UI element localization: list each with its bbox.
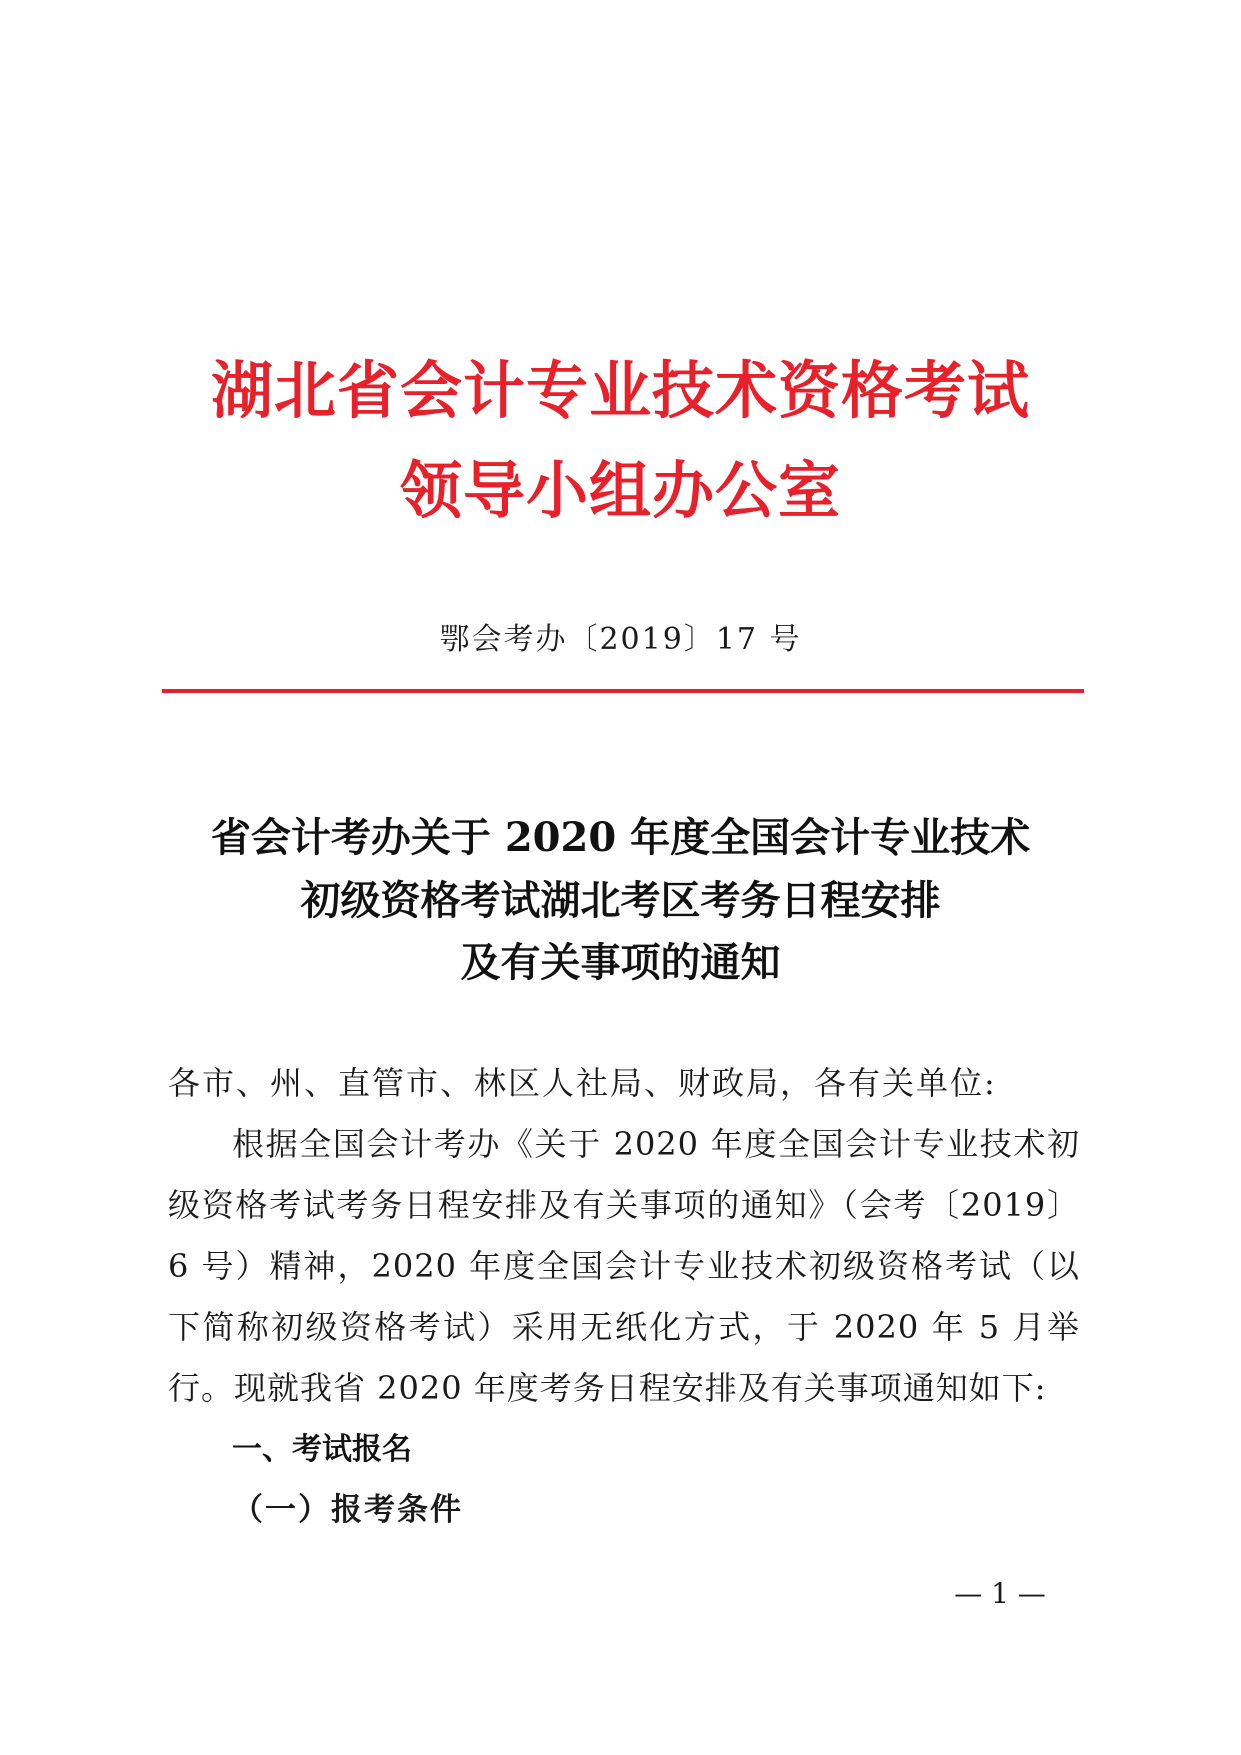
salutation: 各市、州、直管市、林区人社局、财政局，各有关单位: <box>168 1064 997 1102</box>
org-title-line-1: 湖北省会计专业技术资格考试 <box>210 354 1030 427</box>
notice-title-line-2: 初级资格考试湖北考区考务日程安排 <box>300 877 941 924</box>
page-number: — 1 — <box>954 1577 1046 1610</box>
document-number: 鄂会考办〔2019〕17 号 <box>439 622 802 657</box>
red-divider-line <box>162 689 1084 693</box>
subsection-heading-eligibility: （一）报考条件 <box>232 1492 463 1528</box>
section-heading-exam-registration: 一、考试报名 <box>232 1432 412 1467</box>
notice-title-line-3: 及有关事项的通知 <box>460 939 781 986</box>
notice-title-line-1: 省会计考办关于 2020 年度全国会计专业技术 <box>210 814 1031 861</box>
org-title-line-2: 领导小组办公室 <box>399 454 841 527</box>
body-paragraph-1: 根据全国会计考办《关于 2020 年度全国会计专业技术初级资格考试考务日程安排及有关事项的通知》（会考〔2019〕6 号）精神，2020 年度全国会计专业技术初级资格考试（以下简称初级资格考试）采用无纸化方式，于 2020 年 5 月举行。现就我省 2020 年度考务日程安排及有关事项通知如下: <box>168 1125 1080 1407</box>
